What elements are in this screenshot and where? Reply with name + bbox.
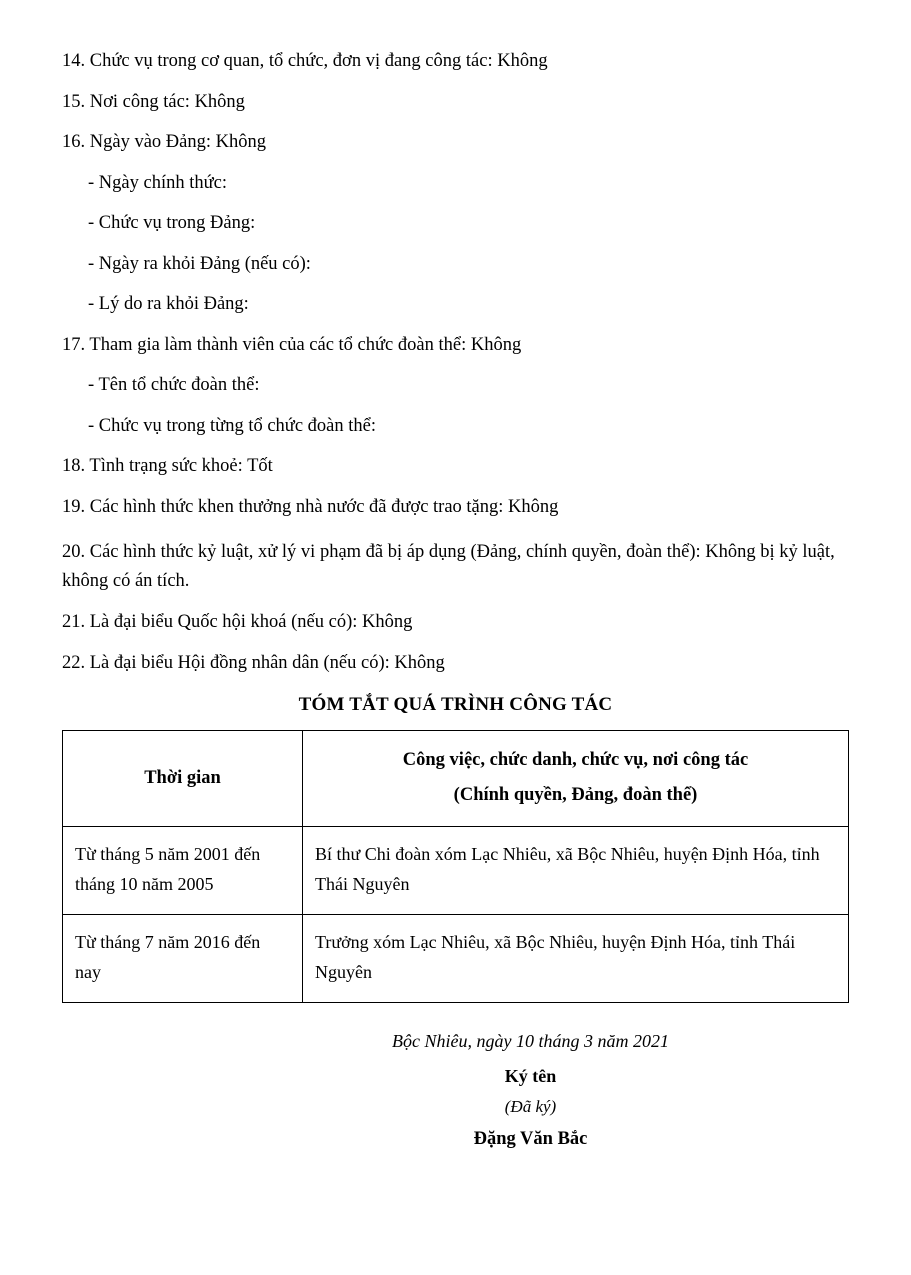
declaration-item-17-org-position: - Chức vụ trong từng tổ chức đoàn thể: <box>88 415 376 436</box>
declaration-item-16-leave-reason: - Lý do ra khỏi Đảng: <box>88 294 249 314</box>
table-header-row <box>63 731 849 826</box>
declaration-item-14: 14. Chức vụ trong cơ quan, tổ chức, đơn vị đang công tác: Không <box>62 51 548 71</box>
table-row <box>63 826 849 914</box>
declaration-item-21: 21. Là đại biểu Quốc hội khoá (nếu có): Không <box>62 612 413 633</box>
table-row <box>63 914 849 1002</box>
row-2-work: Trưởng xóm Lạc Nhiêu, xã Bộc Nhiêu, huyện Định Hóa, tỉnh Thái Nguyên <box>303 914 849 1002</box>
signature-block <box>62 1031 849 1150</box>
declaration-item-17-org-name: - Tên tổ chức đoàn thể: <box>88 375 260 395</box>
declaration-item-16: 16. Ngày vào Đảng: Không <box>62 132 266 152</box>
declaration-item-16-leave-date: - Ngày ra khỏi Đảng (nếu có): <box>88 253 311 274</box>
row-1-work: Bí thư Chi đoàn xóm Lạc Nhiêu, xã Bộc Nhiêu, huyện Định Hóa, tỉnh Thái Nguyên <box>303 826 849 914</box>
row-2-time: Từ tháng 7 năm 2016 đến nay <box>63 914 303 1002</box>
signature-note: (Đã ký) <box>504 1097 557 1116</box>
header-work-line2: (Chính quyền, Đảng, đoàn thể) <box>453 785 698 806</box>
declaration-item-20: 20. Các hình thức kỷ luật, xử lý vi phạm đã bị áp dụng (Đảng, chính quyền, đoàn thể): Không bị kỷ luật, không có án tích. <box>62 542 835 591</box>
declaration-item-22: 22. Là đại biểu Hội đồng nhân dân (nếu có): Không <box>62 652 445 673</box>
declaration-items <box>62 52 849 672</box>
signature-label: Ký tên <box>504 1066 557 1086</box>
declaration-item-16-party-position: - Chức vụ trong Đảng: <box>88 213 256 233</box>
header-work <box>303 731 849 826</box>
declaration-item-16-official-date: - Ngày chính thức: <box>88 172 227 193</box>
header-work-line1: Công việc, chức danh, chức vụ, nơi công tác <box>402 750 749 771</box>
declaration-item-18: 18. Tình trạng sức khoẻ: Tốt <box>62 456 273 476</box>
signature-name: Đặng Văn Bắc <box>473 1129 588 1149</box>
row-1-time: Từ tháng 5 năm 2001 đến tháng 10 năm 2005 <box>63 826 303 914</box>
signature-place-date: Bộc Nhiêu, ngày 10 tháng 3 năm 2021 <box>392 1031 669 1051</box>
declaration-item-19: 19. Các hình thức khen thưởng nhà nước đã được trao tặng: Không <box>62 496 559 517</box>
career-summary-title: TÓM TẮT QUÁ TRÌNH CÔNG TÁC <box>298 694 613 716</box>
header-time: Thời gian <box>63 731 303 826</box>
career-summary-table <box>62 730 849 1003</box>
declaration-item-17: 17. Tham gia làm thành viên của các tổ chức đoàn thể: Không <box>62 334 522 355</box>
declaration-item-15: 15. Nơi công tác: Không <box>62 91 245 112</box>
